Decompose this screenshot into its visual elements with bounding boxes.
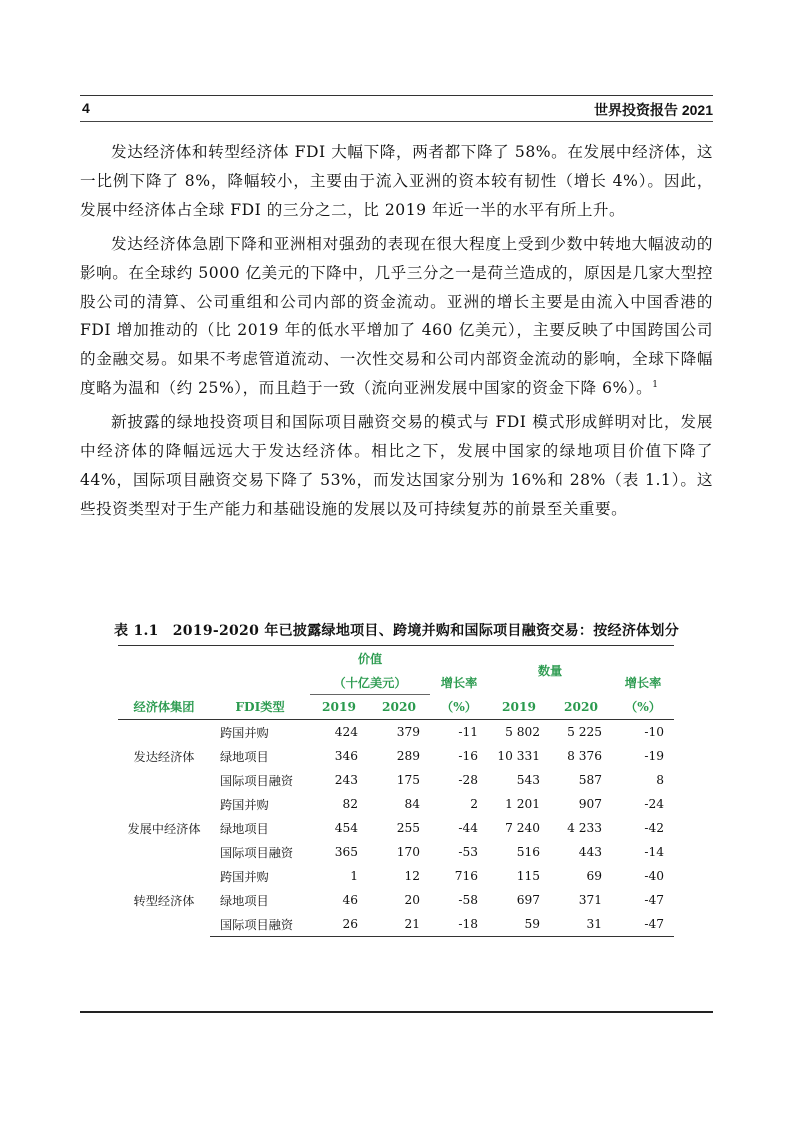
header-count-2019: 2019 [488,695,550,720]
header-value-unit: （十亿美元） [310,670,430,695]
value-2020-cell: 175 [396,773,420,787]
value-growth-cell: -28 [458,773,478,787]
value-2019-cell: 454 [334,821,358,835]
value-2019-cell: 46 [342,893,358,907]
count-2020-cell: 4 233 [567,821,602,835]
count-2019-cell: 697 [516,893,540,907]
value-growth-cell: -53 [458,845,478,859]
table-row [118,864,674,888]
count-growth-cell: -42 [644,821,664,835]
table-row [118,720,674,745]
count-2019-cell: 5 802 [505,725,540,739]
value-2019-cell: 26 [310,912,368,937]
value-2020-cell: 379 [396,725,420,739]
value-2019-cell: 365 [334,845,358,859]
fdi-type-cell: 国际项目融资 [210,912,310,937]
paragraph-2-text: 发达经济体急剧下降和亚洲相对强劲的表现在很大程度上受到少数中转地大幅波动的影响。在全球约 5000 亿美元的下降中，几乎三分之一是荷兰造成的，原因是几家大型控股公司的清算、公司重组和公司内部的资金流动。亚洲的增长主要是由流入中国香港的 FDI 增加推动的（比 2019 年的低水平增加了 460 亿美元），主要反映了中国跨国公司的金融交易。如果不考虑管道流动、一次性交易和公司内部资金流动的影响，全球下降幅度略为温和（约 25%），而且趋于一致（流向亚洲发展中国家的资金下降 6%）。 [80,234,713,398]
count-growth-cell: -14 [644,845,664,859]
count-2020-cell: 371 [578,893,602,907]
value-growth-cell: -58 [458,893,478,907]
header-value-2019: 2019 [310,695,368,720]
count-2020-cell: 8 376 [567,749,602,763]
header-fdi-type: FDI类型 [210,695,310,720]
count-2020-cell: 587 [578,773,602,787]
fdi-type-cell: 绿地项目 [220,821,269,836]
count-growth-cell: -47 [612,912,674,937]
table-caption [80,620,713,640]
header-bottom-rule [80,121,713,122]
fdi-type-cell: 绿地项目 [220,893,269,908]
footer-rule [80,1011,713,1013]
count-growth-cell: -40 [644,869,664,883]
fdi-type-cell: 跨国并购 [220,797,269,812]
count-growth-cell: -10 [644,725,664,739]
table-header-row-1 [118,646,674,671]
value-2020-cell: 20 [404,893,420,907]
group-developed: 发达经济体 [133,749,195,764]
value-growth-cell: -11 [458,725,478,739]
count-2020-cell: 31 [550,912,612,937]
count-2019-cell: 1 201 [505,797,540,811]
count-growth-cell: -24 [644,797,664,811]
page-number: 4 [82,100,90,116]
value-growth-cell: 2 [470,797,478,811]
count-growth-cell: -19 [644,749,664,763]
value-2020-cell: 289 [396,749,420,763]
fdi-type-cell: 跨国并购 [220,869,269,884]
value-2020-cell: 255 [396,821,420,835]
data-table [118,645,674,937]
value-2019-cell: 82 [342,797,358,811]
header-group: 经济体集团 [118,695,210,720]
value-2019-cell: 424 [334,725,358,739]
count-2020-cell: 907 [578,797,602,811]
count-growth-cell: -47 [644,893,664,907]
group-developing: 发展中经济体 [127,821,201,836]
count-2019-cell: 10 331 [497,749,540,763]
paragraph-2 [80,230,713,403]
header-value-growth: 增长率 [440,675,478,690]
count-2019-cell: 59 [488,912,550,937]
fdi-type-cell: 跨国并购 [220,725,269,740]
table-caption-title: 2019-2020 年已披露绿地项目、跨境并购和国际项目融资交易：按经济体划分 [172,623,680,639]
value-2019-cell: 1 [350,869,358,883]
count-2019-cell: 7 240 [505,821,540,835]
value-2020-cell: 12 [404,869,420,883]
count-growth-cell: 8 [656,773,664,787]
footnote-ref[interactable]: 1 [652,380,659,391]
paragraph-1: 发达经济体和转型经济体 FDI 大幅下降，两者都下降了 58%。在发展中经济体，这一比例下降了 8%，降幅较小，主要由于流入亚洲的资本较有韧性（增长 4%）。因此，发展中经济体占全球 FDI 的三分之二，比 2019 年近一半的水平有所上升。 [80,143,713,219]
table-caption-number: 表 1.1 [113,623,159,639]
header-count-growth-unit: （%） [612,695,674,720]
value-growth-cell: -18 [430,912,488,937]
count-2019-cell: 543 [516,773,540,787]
header-count-growth: 增长率 [624,675,662,690]
running-title: 世界投资报告 2021 [593,102,713,118]
paragraph-3: 新披露的绿地投资项目和国际项目融资交易的模式与 FDI 模式形成鲜明对比，发展中经济体的降幅远远大于发达经济体。相比之下，发展中国家的绿地项目价值下降了 44%，国际项目融资交易下降了 53%，而发达国家分别为 16%和 28%（表 1.1）。这些投资类型对于生产能力和基础设施的发展以及可持续复苏的前景至关重要。 [80,413,713,518]
header-value-growth-unit: （%） [430,695,488,720]
value-growth-cell: -44 [458,821,478,835]
count-2020-cell: 443 [578,845,602,859]
header-count: 数量 [488,646,612,695]
value-growth-cell: -16 [458,749,478,763]
fdi-type-cell: 国际项目融资 [220,845,294,860]
fdi-type-cell: 绿地项目 [220,749,269,764]
fdi-type-cell: 国际项目融资 [220,773,294,788]
value-2019-cell: 346 [334,749,358,763]
table-header-row-3 [118,695,674,720]
count-2020-cell: 69 [586,869,602,883]
count-2019-cell: 115 [516,869,540,883]
count-2019-cell: 516 [516,845,540,859]
value-2020-cell: 170 [396,845,420,859]
header-value: 价值 [310,646,430,671]
header-count-2020: 2020 [550,695,612,720]
value-2020-cell: 21 [368,912,430,937]
group-transition: 转型经济体 [133,893,195,908]
page-header [80,100,713,122]
header-top-rule [80,95,713,96]
value-growth-cell: 716 [454,869,478,883]
table-row [118,792,674,816]
header-value-2020: 2020 [368,695,430,720]
count-2020-cell: 5 225 [567,725,602,739]
value-2019-cell: 243 [334,773,358,787]
value-2020-cell: 84 [404,797,420,811]
body-text [80,138,713,529]
